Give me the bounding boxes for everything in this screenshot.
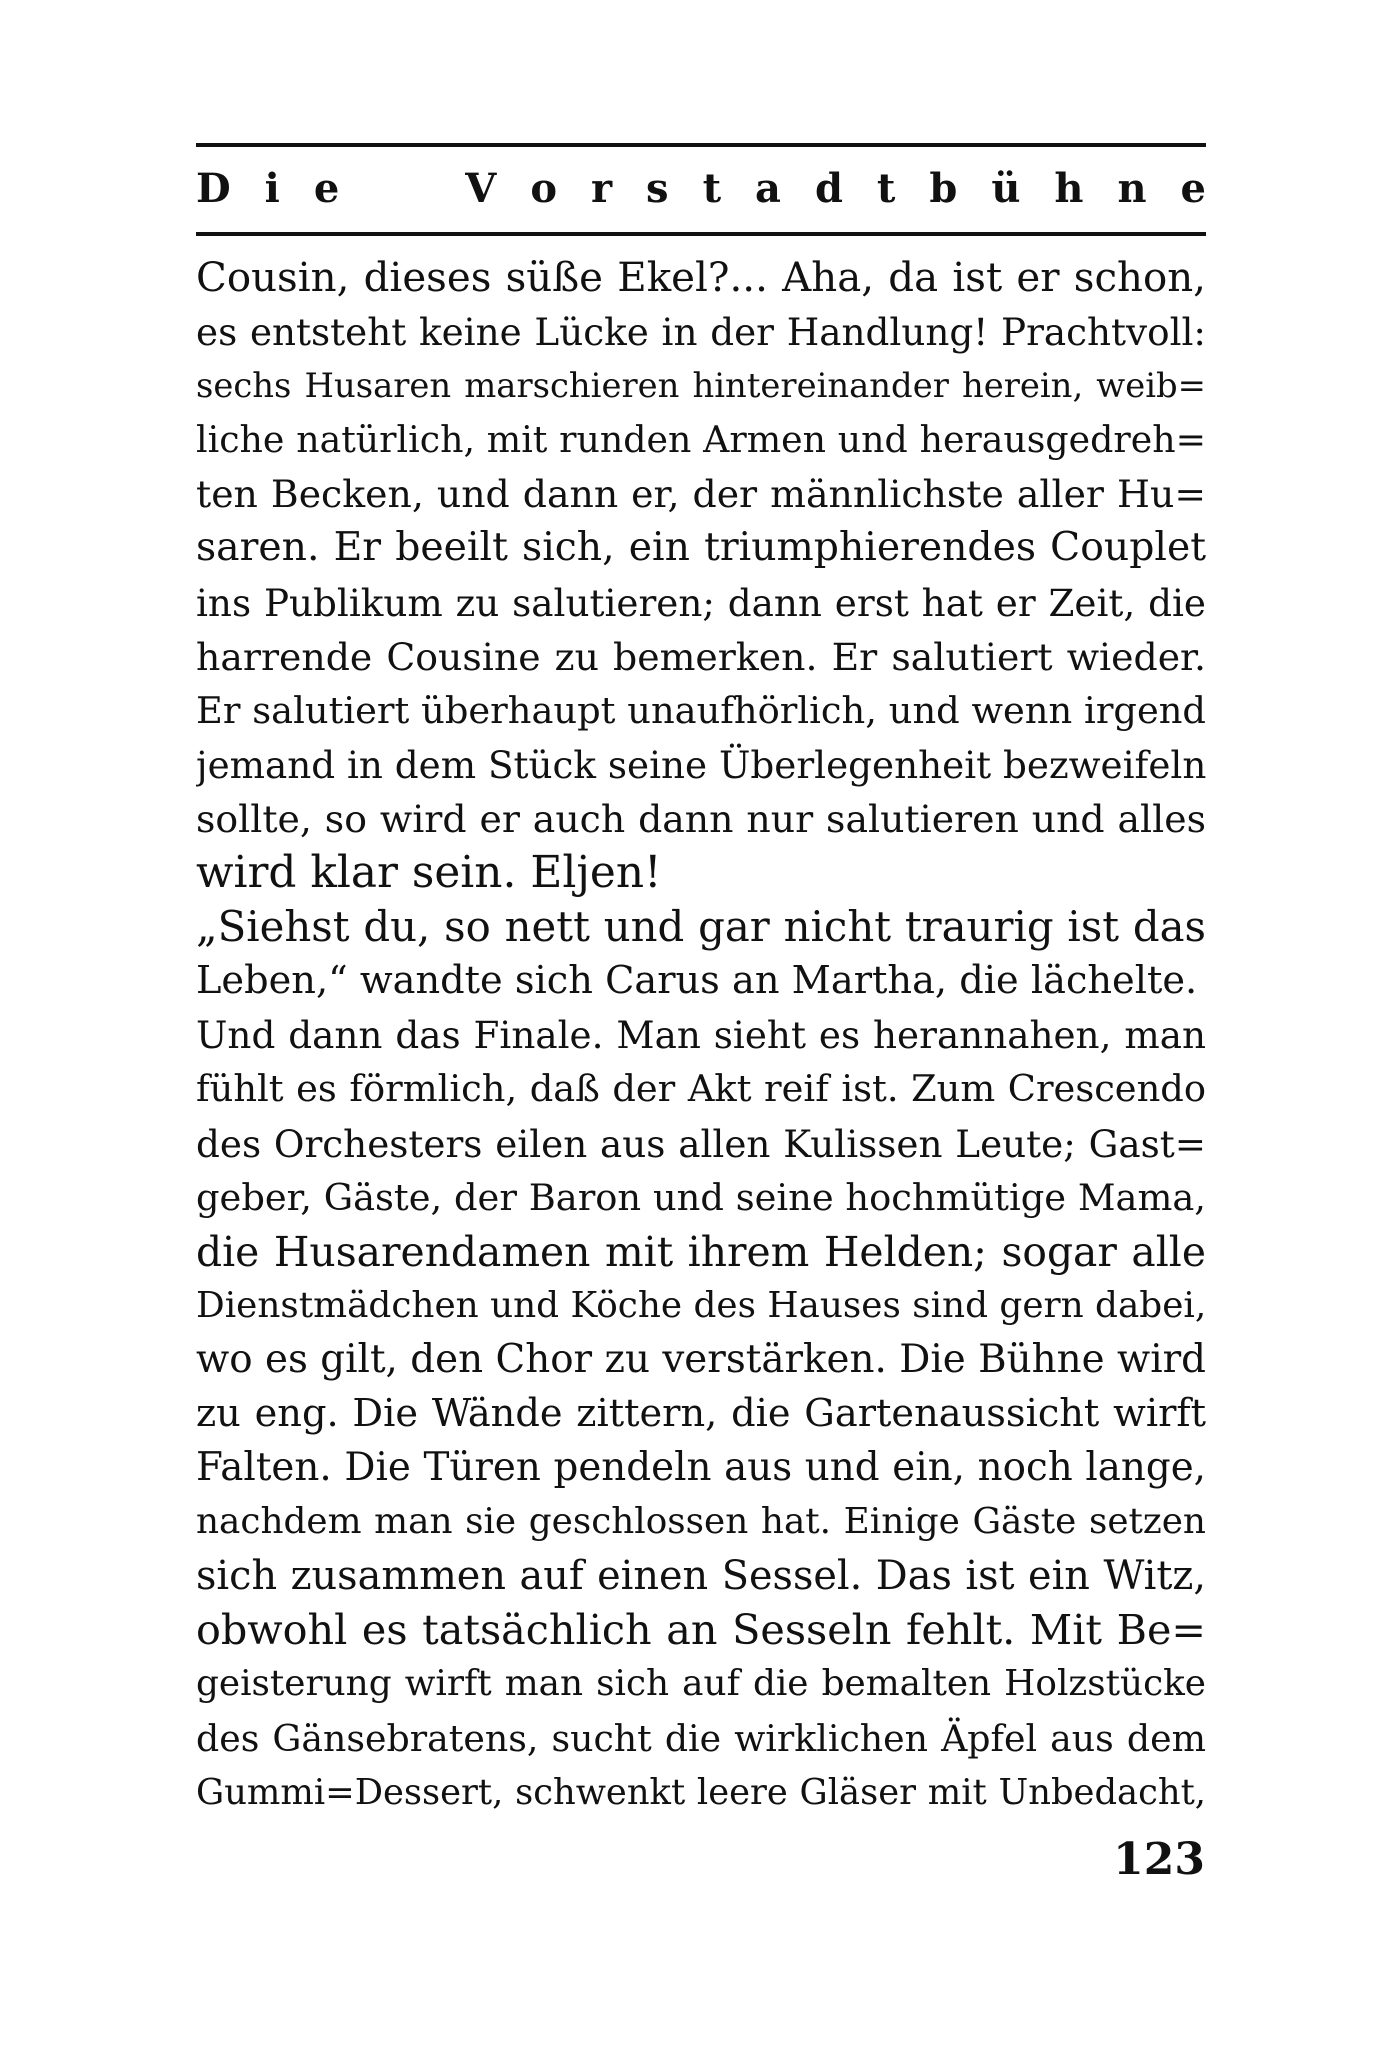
- text-line: harrende Cousine zu bemerken. Er salutiert wieder.: [196, 634, 1206, 679]
- running-head: [196, 152, 1206, 226]
- text-line: Und dann das Finale. Man sieht es herannahen, man: [196, 1013, 1206, 1058]
- text-line: des Orchesters eilen aus allen Kulissen Leute; Gast=: [196, 1121, 1206, 1166]
- text-line: fühlt es förmlich, daß der Akt reif ist. Zum Crescendo: [196, 1067, 1206, 1111]
- text-line: sollte, so wird er auch dann nur salutieren und alles: [196, 796, 1206, 841]
- text-line: sechs Husaren marschieren hintereinander herein, weib=: [196, 366, 1206, 406]
- running-head-letter: h: [1054, 165, 1084, 212]
- text-line: sich zusammen auf einen Sessel. Das ist ein Witz,: [196, 1553, 1206, 1600]
- header-rule-bottom: [196, 232, 1206, 236]
- text-line: obwohl es tatsächlich an Sesseln fehlt. Mit Be=: [196, 1606, 1206, 1655]
- text-line: Falten. Die Türen pendeln aus und ein, noch lange,: [196, 1445, 1206, 1491]
- running-head-letter: D: [196, 165, 231, 212]
- running-head-letter: r: [590, 165, 613, 212]
- text-line: Dienstmädchen und Köche des Hauses sind gern dabei,: [196, 1284, 1206, 1326]
- text-line: wo es gilt, den Chor zu verstärken. Die Bühne wird: [196, 1336, 1206, 1382]
- running-head-letter: a: [755, 165, 781, 212]
- running-head-letter: ü: [991, 165, 1021, 212]
- text-line: es entsteht keine Lücke in der Handlung! Prachtvoll:: [196, 310, 1206, 355]
- text-line: „Siehst du, so nett und gar nicht traurig ist das: [196, 902, 1206, 952]
- running-head-letter: e: [313, 165, 340, 212]
- text-line: liche natürlich, mit runden Armen und herausgedreh=: [196, 418, 1206, 462]
- text-line: geber, Gäste, der Baron und seine hochmütige Mama,: [196, 1175, 1206, 1219]
- text-line: saren. Er beeilt sich, ein triumphierendes Couplet: [196, 525, 1206, 571]
- running-head-letter: d: [814, 165, 843, 212]
- running-head-letter: t: [876, 165, 896, 212]
- body-text: [196, 251, 1206, 1820]
- page-number: 123: [1113, 1834, 1205, 1885]
- running-head-letter: V: [465, 165, 497, 212]
- text-line: ten Becken, und dann er, der männlichste aller Hu=: [196, 472, 1206, 517]
- text-line: zu eng. Die Wände zittern, die Gartenaussicht wirft: [196, 1390, 1206, 1436]
- text-line: Er salutiert überhaupt unaufhörlich, und wenn irgend: [196, 688, 1206, 732]
- running-head-letter: s: [646, 165, 669, 212]
- running-head-letter: i: [264, 165, 280, 212]
- text-line: des Gänsebratens, sucht die wirklichen Äpfel aus dem: [196, 1716, 1206, 1760]
- running-head-letter: e: [1180, 165, 1206, 212]
- running-head-letter: t: [702, 165, 722, 212]
- running-head-letter: b: [929, 165, 958, 212]
- header-rule-top: [196, 143, 1206, 147]
- text-line: geisterung wirft man sich auf die bemalten Holzstücke: [196, 1663, 1206, 1705]
- text-line: Leben,“ wandte sich Carus an Martha, die lächelte.: [196, 958, 1198, 1004]
- text-line: Gummi=Dessert, schwenkt leere Gläser mit Unbedacht,: [196, 1771, 1206, 1813]
- text-line: wird klar sein. Eljen!: [196, 847, 662, 899]
- text-line: Cousin, dieses süße Ekel?... Aha, da ist er schon,: [196, 254, 1206, 301]
- text-line: nachdem man sie geschlossen hat. Einige Gäste setzen: [196, 1501, 1206, 1543]
- text-line: ins Publikum zu salutieren; dann erst hat er Zeit, die: [196, 580, 1206, 625]
- text-line: die Husarendamen mit ihrem Helden; sogar alle: [196, 1227, 1206, 1276]
- running-head-letter: n: [1117, 165, 1147, 212]
- text-line: jemand in dem Stück seine Überlegenheit bezweifeln: [196, 742, 1206, 787]
- running-head-letter: o: [530, 165, 557, 212]
